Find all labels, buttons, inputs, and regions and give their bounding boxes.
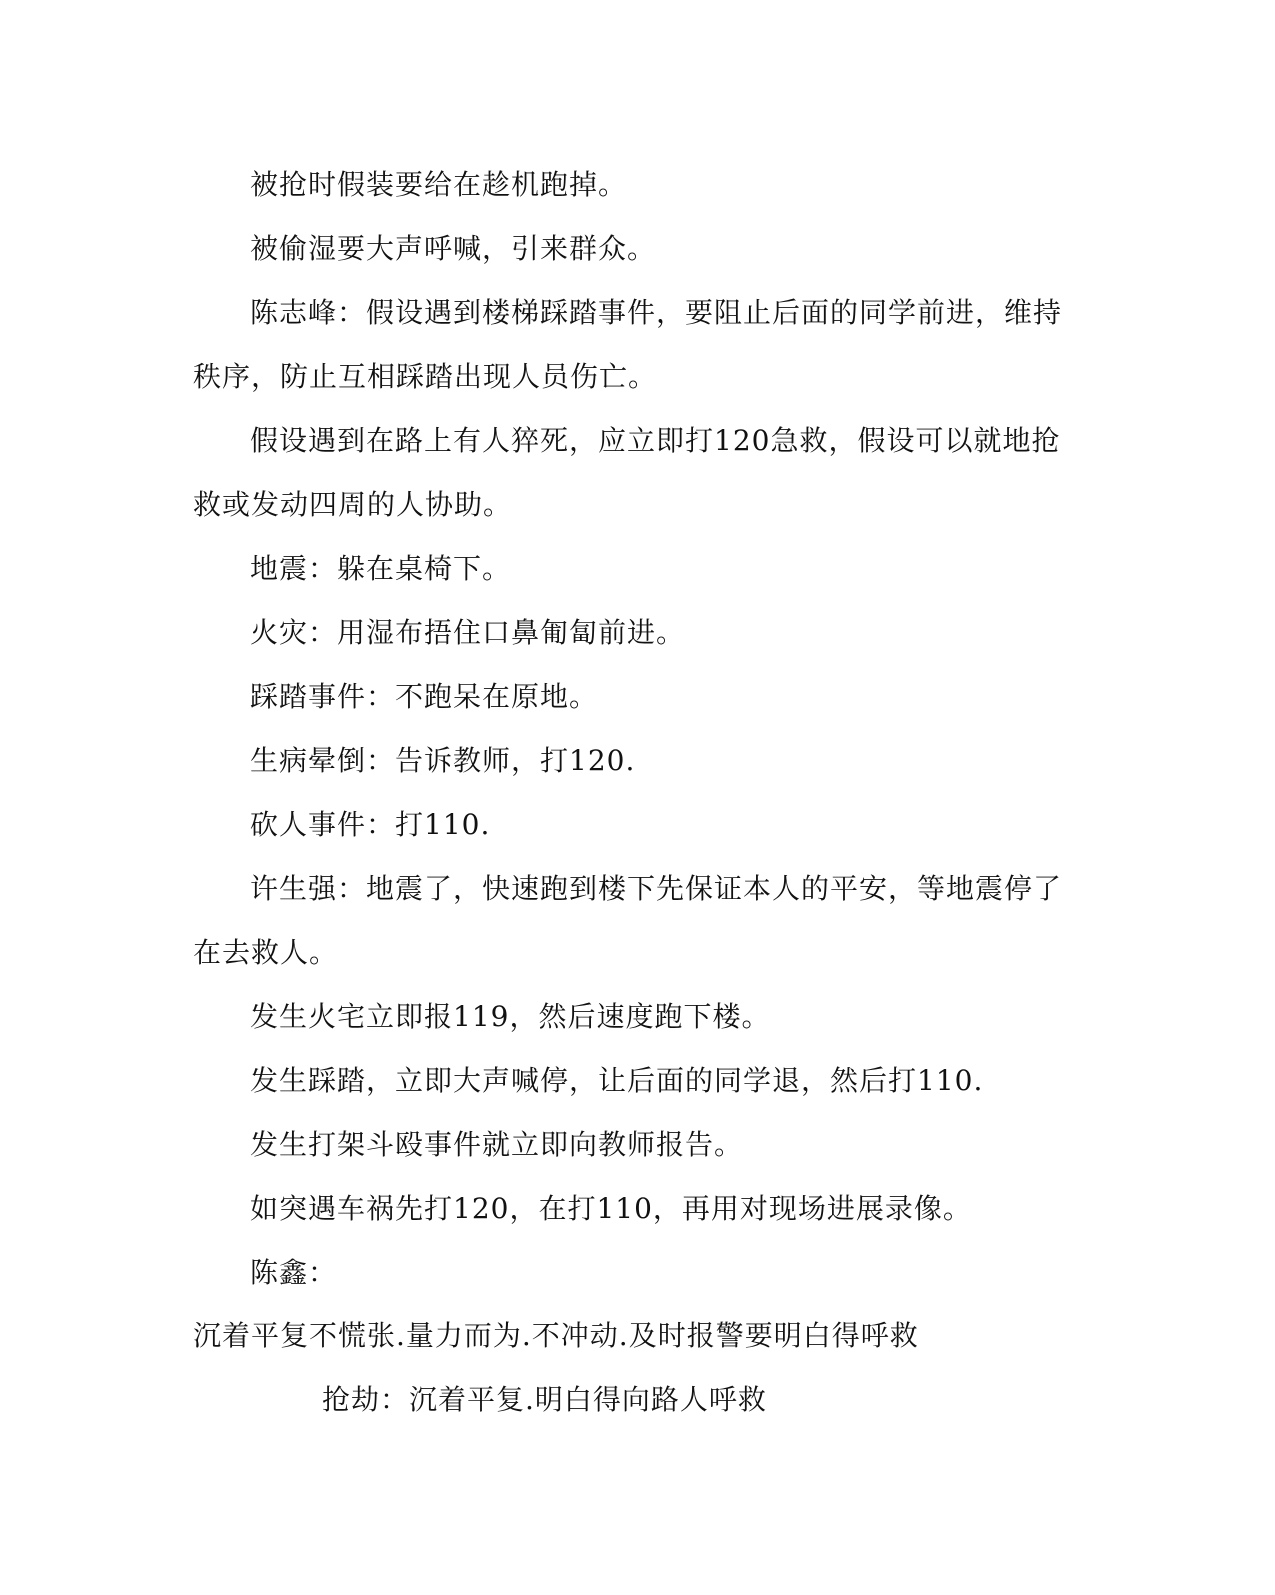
text-line: 假设遇到在路上有人猝死，应立即打120急救，假设可以就地抢 bbox=[250, 424, 1061, 457]
text-line: 许生强：地震了，快速跑到楼下先保证本人的平安，等地震停了 bbox=[250, 872, 1063, 905]
text-line: 如突遇车祸先打120，在打110，再用对现场进展录像。 bbox=[250, 1192, 972, 1225]
text-line: 沉着平复不慌张.量力而为.不冲动.及时报警要明白得呼救 bbox=[193, 1319, 919, 1352]
text-line: 被抢时假装要给在趁机跑掉。 bbox=[250, 168, 628, 201]
text-line: 抢劫：沉着平复.明白得向路人呼救 bbox=[322, 1383, 767, 1416]
text-line: 被偷湿要大声呼喊，引来群众。 bbox=[250, 232, 657, 265]
text-line: 踩踏事件：不跑呆在原地。 bbox=[250, 680, 599, 713]
text-line: 陈鑫： bbox=[250, 1256, 338, 1289]
text-line: 在去救人。 bbox=[193, 936, 339, 969]
text-line: 发生火宅立即报119，然后速度跑下楼。 bbox=[250, 1000, 771, 1033]
text-line: 砍人事件：打110. bbox=[250, 808, 491, 841]
text-line: 陈志峰：假设遇到楼梯踩踏事件，要阻止后面的同学前进，维持 bbox=[250, 296, 1063, 329]
text-line: 地震：躲在桌椅下。 bbox=[250, 552, 512, 585]
text-line: 发生打架斗殴事件就立即向教师报告。 bbox=[250, 1128, 744, 1161]
text-line: 火灾：用湿布捂住口鼻匍匐前进。 bbox=[250, 616, 686, 649]
text-line: 救或发动四周的人协助。 bbox=[193, 488, 513, 521]
text-line: 生病晕倒：告诉教师，打120. bbox=[250, 744, 636, 777]
text-line: 秩序，防止互相踩踏出现人员伤亡。 bbox=[193, 360, 658, 393]
text-line: 发生踩踏，立即大声喊停，让后面的同学退，然后打110. bbox=[250, 1064, 984, 1097]
